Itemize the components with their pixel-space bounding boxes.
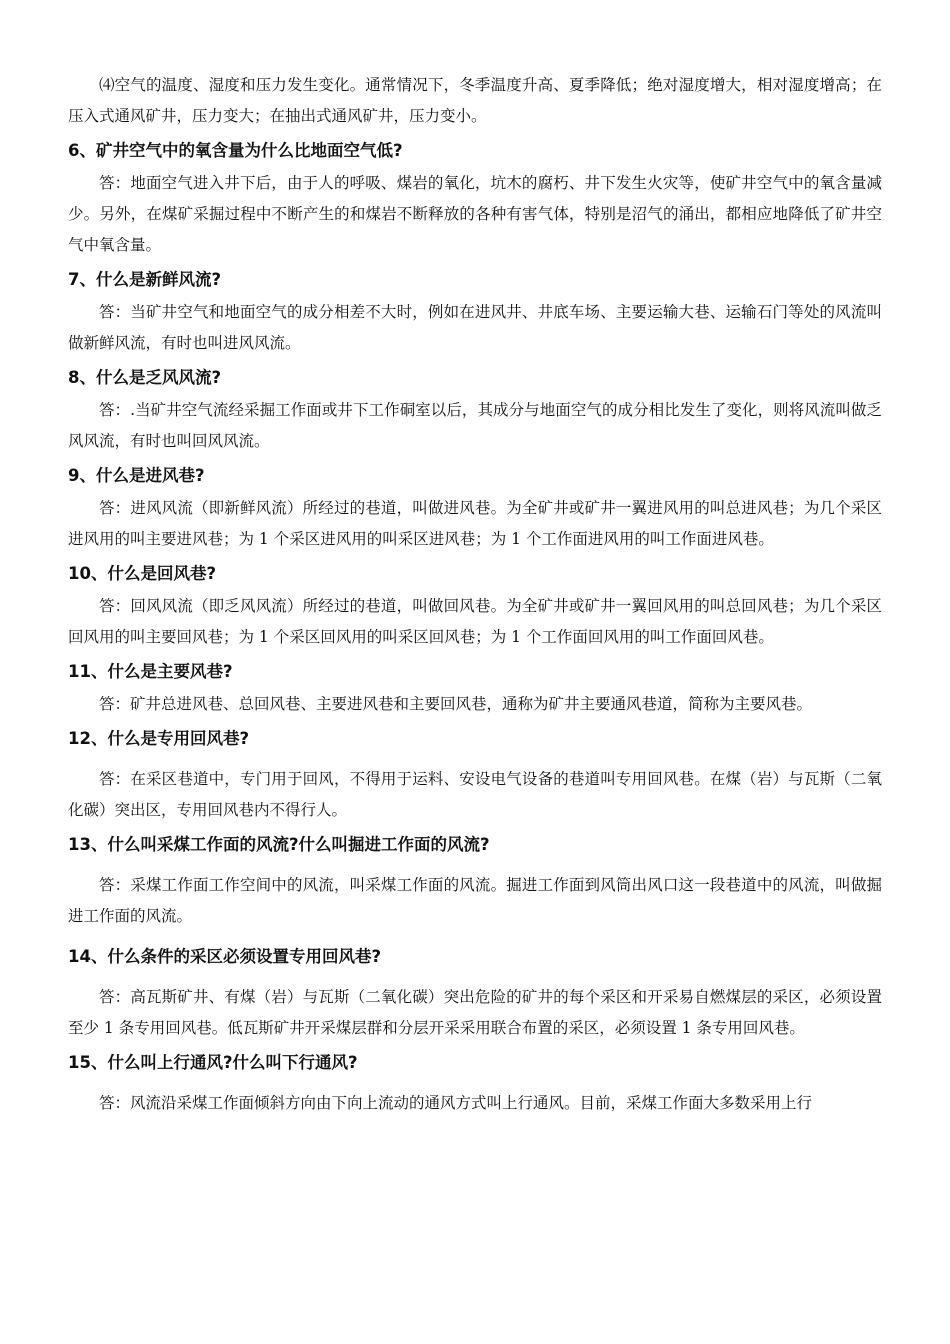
question-heading: 9、什么是进风巷?: [68, 466, 205, 485]
qa-item-12: [68, 722, 882, 826]
answer-paragraph: 答：.当矿井空气流经采掘工作面或井下工作硐室以后，其成分与地面空气的成分相比发生了变化，则将风流叫做乏风风流，有时也叫回风风流。: [68, 401, 882, 450]
answer-paragraph: 答：在采区巷道中，专门用于回风，不得用于运料、安设电气设备的巷道叫专用回风巷。在煤（岩）与瓦斯（二氧化碳）突出区，专用回风巷内不得行人。: [68, 770, 882, 819]
qa-item-13: [68, 828, 882, 932]
question-heading: 7、什么是新鲜风流?: [68, 270, 222, 289]
answer-paragraph: 答：回风风流（即乏风风流）所经过的巷道，叫做回风巷。为全矿井或矿井一翼回风用的叫总回风巷；为几个采区回风用的叫主要回风巷；为 1 个采区回风用的叫采区回风巷；为 1 个工作面回风用的叫工作面回风巷。: [68, 597, 882, 646]
qa-item-10: [68, 557, 882, 653]
answer-paragraph: 答：当矿井空气和地面空气的成分相差不大时，例如在进风井、井底车场、主要运输大巷、运输石门等处的风流叫做新鲜风流，有时也叫进风风流。: [68, 303, 882, 352]
question-heading: 8、什么是乏风风流?: [68, 368, 222, 387]
intro-paragraph: ⑷空气的温度、湿度和压力发生变化。通常情况下，冬季温度升高、夏季降低；绝对湿度增大，相对湿度增高；在压入式通风矿井，压力变大；在抽出式通风矿井，压力变小。: [68, 76, 882, 125]
answer-paragraph: 答：进风风流（即新鲜风流）所经过的巷道，叫做进风巷。为全矿井或矿井一翼进风用的叫总进风巷；为几个采区进风用的叫主要进风巷；为 1 个采区进风用的叫采区进风巷；为 1 个工作面进风用的叫工作面进风巷。: [68, 499, 882, 548]
qa-item-9: [68, 459, 882, 555]
qa-item-8: [68, 361, 882, 457]
answer-paragraph: 答：地面空气进入井下后，由于人的呼吸、煤岩的氧化，坑木的腐朽、井下发生火灾等，使矿井空气中的氧含量减少。另外，在煤矿采掘过程中不断产生的和煤岩不断释放的各种有害气体，特别是沼气的涌出，都相应地降低了矿井空气中氧含量。: [68, 174, 882, 254]
answer-paragraph: 答：风流沿采煤工作面倾斜方向由下向上流动的通风方式叫上行通风。目前，采煤工作面大多数采用上行: [99, 1094, 813, 1112]
qa-item-7: [68, 263, 882, 359]
question-heading: 14、什么条件的采区必须设置专用回风巷?: [68, 947, 382, 966]
qa-item-6: [68, 134, 882, 261]
question-heading: 11、什么是主要风巷?: [68, 662, 233, 681]
qa-item-14: [68, 940, 882, 1044]
question-heading: 13、什么叫采煤工作面的风流?什么叫掘进工作面的风流?: [68, 835, 490, 854]
question-heading: 15、什么叫上行通风?什么叫下行通风?: [68, 1053, 358, 1072]
qa-item-11: [68, 655, 882, 720]
answer-paragraph: 答：采煤工作面工作空间中的风流，叫采煤工作面的风流。掘进工作面到风筒出风口这一段巷道中的风流，叫做掘进工作面的风流。: [68, 876, 882, 925]
qa-item-15: [68, 1046, 882, 1119]
question-heading: 6、矿井空气中的氧含量为什么比地面空气低?: [68, 141, 403, 160]
answer-paragraph: 答：高瓦斯矿井、有煤（岩）与瓦斯（二氧化碳）突出危险的矿井的每个采区和开采易自燃煤层的采区，必须设置至少 1 条专用回风巷。低瓦斯矿井开采煤层群和分层开采采用联合布置的采区，必须设置 1 条专用回风巷。: [68, 988, 882, 1037]
question-heading: 10、什么是回风巷?: [68, 564, 217, 583]
answer-paragraph: 答：矿井总进风巷、总回风巷、主要进风巷和主要回风巷，通称为矿井主要通风巷道，简称为主要风巷。: [99, 695, 813, 713]
question-heading: 12、什么是专用回风巷?: [68, 729, 250, 748]
